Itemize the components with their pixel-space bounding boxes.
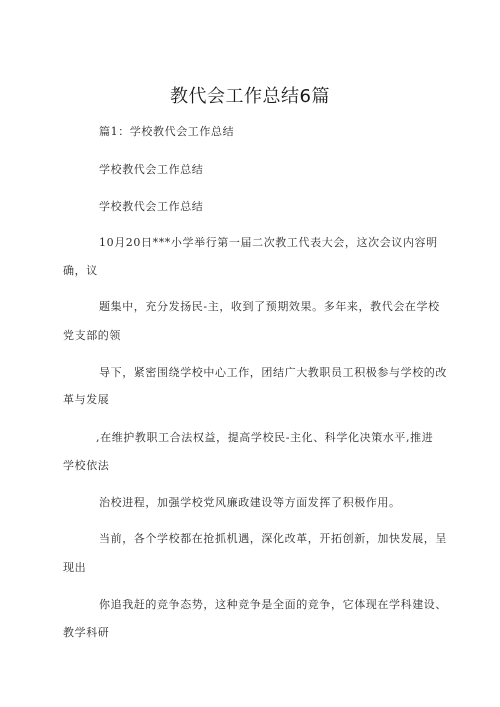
paragraph-line: 治校进程，加强学校党风廉政建设等方面发挥了积极作用。 [99,496,401,509]
section-heading: 篇1：学校教代会工作总结 [99,125,235,138]
paragraph-line: 导下，紧密围绕学校中心工作，团结广大教职员工积极参与学校的改 [99,366,447,379]
paragraph-line: 当前，各个学校都在抢抓机遇，深化改革，开拓创新，加快发展，呈 [99,532,447,545]
paragraph-line-wrap: 确，议 [63,264,98,277]
paragraph-line: 学校教代会工作总结 [99,163,204,176]
paragraph-line-wrap: 教学科研 [63,626,110,639]
paragraph-line: 你追我赶的竞争态势，这种竞争是全面的竞争，它体现在学科建设、 [99,598,447,611]
paragraph-line: 10月20日***小学举行第一届二次教工代表大会，这次会议内容明 [99,236,438,249]
document-title: 教代会工作总结6篇 [170,86,330,107]
paragraph-line: ,在维护教职工合法权益，提高学校民-主化、科学化决策水平,推进 [96,431,434,444]
paragraph-line-wrap: 革与发展 [63,393,110,406]
paragraph-line-wrap: 学校依法 [63,459,110,472]
paragraph-line: 题集中，充分发扬民-主，收到了预期效果。多年来，教代会在学校 [99,300,440,313]
paragraph-line: 学校教代会工作总结 [99,200,204,213]
paragraph-line-wrap: 党支部的领 [63,329,121,342]
paragraph-line-wrap: 现出 [63,561,87,574]
